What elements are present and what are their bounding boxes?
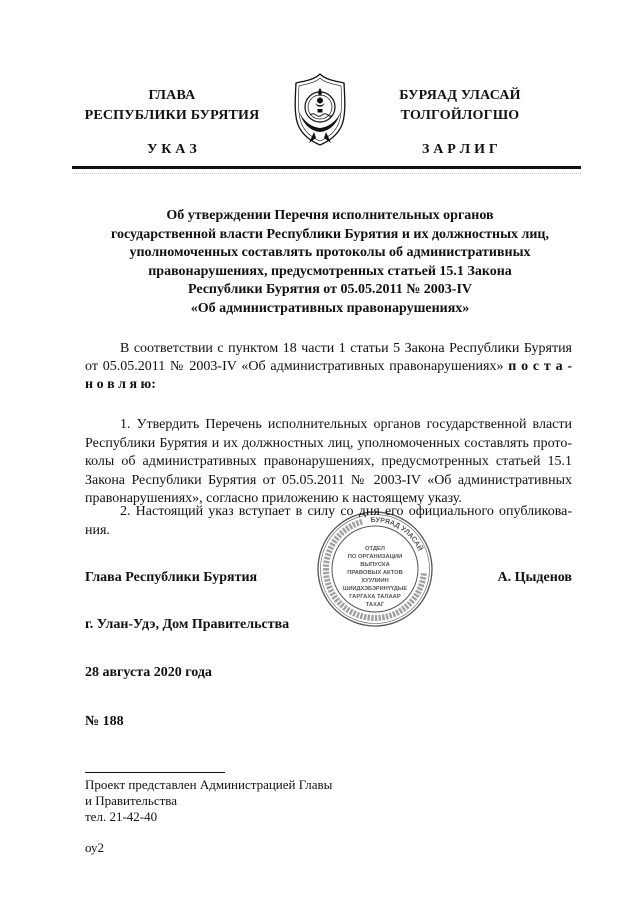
stamp-ring-text-path: БУРЯАД УЛАСАЙ: [370, 516, 424, 553]
header-right-doc-type: З А Р Л И Г: [422, 142, 498, 157]
title-line: «Об административных правонарушениях»: [190, 300, 470, 316]
header-left-line1: ГЛАВА: [148, 88, 196, 103]
stamp-outer-ring: [318, 512, 432, 626]
stamp-inner-line: ТАХАГ: [365, 602, 385, 608]
stamp-inner-line: ОТДЕЛ: [365, 546, 385, 552]
header-right-line1: БУРЯАД УЛАСАЙ: [399, 88, 521, 103]
title-line: правонарушениях, предусмотренных статьей 15.1 Закона: [148, 263, 512, 279]
item-2-line: ния.: [85, 522, 110, 538]
resolve-word-part2: н о в л я ю:: [85, 377, 156, 392]
title-line: Республики Бурятия от 05.05.2011 № 2003-IV: [187, 282, 473, 298]
stamp-inner-line: ПРАВОВЫХ АКТОВ: [347, 570, 403, 576]
preamble-text: от 05.05.2011 № 2003-IV «Об административных правонарушениях»: [85, 359, 504, 374]
header-left-title: [72, 86, 272, 126]
stamp-inner-line: ШИИДХЭБЭРИНҮҮДЫЕ: [342, 586, 408, 592]
place-of-signing: г. Улан-Удэ, Дом Правительства: [85, 617, 290, 632]
header-left-line2: РЕСПУБЛИКИ БУРЯТИЯ: [84, 108, 260, 123]
item-1-line: 1. Утвердить Перечень исполнительных органов государственной власти: [120, 417, 572, 432]
signatory-position: Глава Республики Бурятия: [85, 570, 258, 585]
round-seal-stamp: [316, 510, 434, 628]
resolve-word-part1: п о с т а -: [508, 359, 573, 374]
header-left-doc-type: У К А З: [147, 142, 197, 157]
header-rule: [72, 166, 581, 169]
header-dotted-rule: [72, 173, 581, 174]
executor-code: оу2: [85, 840, 105, 855]
stamp-inner-line: ГАРГАХА ТАЛААР: [349, 594, 401, 600]
item-1-line: правонарушениях», согласно приложению к настоящему указу.: [85, 491, 462, 507]
title-line: уполномоченных составлять протоколы об административных: [129, 245, 531, 261]
item-2-line: 2. Настоящий указ вступает в силу со дня его официального опубликова-: [120, 504, 572, 519]
footnote-line: Проект представлен Администрацией Главы: [85, 777, 333, 792]
signatory-name: А. Цыденов: [497, 570, 572, 585]
footnote-phone: тел. 21-42-40: [85, 809, 158, 824]
title-line: государственной власти Республики Бурятия и их должностных лиц,: [111, 226, 549, 242]
coat-of-arms-icon: [291, 71, 349, 147]
item-1-line: колы об административных правонарушениях, предусмотренных статьей 15.1: [85, 454, 572, 470]
header-right-line2: ТОЛГОЙЛОГШО: [400, 108, 520, 123]
emblem-sun: [317, 98, 323, 104]
footnote-line: и Правительства: [85, 793, 178, 808]
footnote: [85, 777, 332, 825]
preamble-paragraph: [85, 340, 572, 394]
stamp-inner-line: ВЫПУСКА: [360, 562, 390, 568]
stamp-inner-line: ПО ОРГАНИЗАЦИИ: [347, 554, 403, 560]
preamble-line: [85, 358, 572, 376]
decree-number: № 188: [85, 714, 124, 729]
item-1-line: Республики Бурятия и их должностных лиц, уполномоченных составлять прото-: [85, 435, 572, 451]
footnote-rule: [85, 772, 225, 773]
emblem-outer-circle: [305, 92, 335, 122]
item-1-line: Закона Республики Бурятия от 05.05.2011 № 2003-IV «Об административных: [85, 472, 572, 488]
stamp-inner-line: ХУУЛИИН: [361, 578, 389, 584]
header-right-title: [360, 86, 560, 126]
title-line: Об утверждении Перечня исполнительных органов: [166, 208, 494, 223]
emblem-crescent: [316, 103, 325, 107]
decree-title: [80, 207, 580, 319]
decree-date: 28 августа 2020 года: [85, 665, 212, 680]
emblem-base: [318, 109, 323, 113]
preamble-line: В соответствии с пунктом 18 части 1 статьи 5 Закона Республики Бурятия: [120, 341, 572, 356]
item-1-paragraph: [85, 416, 572, 509]
